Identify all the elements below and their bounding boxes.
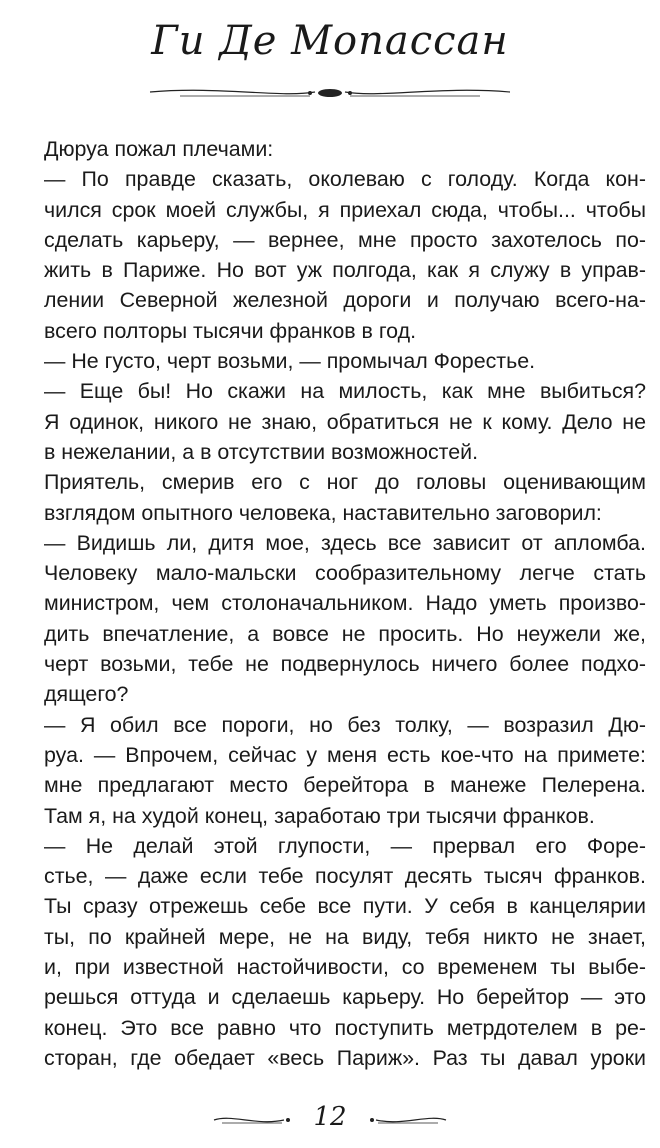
text-line: Человеку мало-мальски сообразительному легче стать	[44, 561, 646, 586]
text-line: Там я, на худой конец, заработаю три тысячи франков.	[44, 803, 595, 828]
text-line: — Я обил все пороги, но без толку, — возразил Дю-	[44, 712, 646, 737]
author-title: Ги Де Мопассан	[151, 18, 509, 64]
text-line: дить впечатление, а вовсе не просить. Но неужели же,	[44, 621, 646, 646]
footer-flourish-left-icon	[212, 1112, 292, 1128]
text-line: взглядом опытного человека, наставительно заговорил:	[44, 500, 602, 525]
text-line: стье, — даже если тебе посулят десять тысяч франков.	[44, 864, 646, 889]
text-line: жить в Париже. Но вот уж полгода, как я служу в управ-	[44, 258, 646, 283]
page-footer	[0, 1100, 660, 1140]
page-number: 12	[313, 1102, 347, 1132]
text-line: и, при известной настойчивости, со временем ты выбе-	[44, 955, 646, 980]
text-line: всего полторы тысячи франков в год.	[44, 318, 417, 343]
text-line: черт возьми, тебе не подвернулось ничего более подхо-	[44, 652, 646, 677]
text-line: Дюруа пожал плечами:	[44, 137, 274, 161]
text-line: — Не делай этой глупости, — прервал его Форе-	[44, 833, 646, 858]
text-line: чился срок моей службы, я приехал сюда, чтобы... чтобы	[44, 197, 646, 222]
footer-flourish-right-icon	[368, 1112, 448, 1128]
text-line: Ты сразу отрежешь себе все пути. У себя в канцелярии	[44, 894, 646, 919]
text-line: дящего?	[44, 682, 129, 707]
text-line: ты, по крайней мере, не на виду, тебя никто не знает,	[44, 924, 646, 949]
text-line: Я одинок, никого не знаю, обратиться не к кому. Дело не	[44, 409, 646, 434]
text-line: сторан, где обедает «весь Париж». Раз ты давал уроки	[44, 1045, 646, 1070]
text-line: мне предлагают место берейтора в манеже Пелерена.	[44, 773, 646, 798]
book-body-text	[44, 134, 646, 1073]
text-line: — Еще бы! Но скажи на милость, как мне выбиться?	[44, 379, 646, 404]
text-line: Приятель, смерив его с ног до головы оценивающим	[44, 470, 646, 495]
running-header	[0, 0, 660, 110]
text-line: сделать карьеру, — вернее, мне просто захотелось по-	[44, 227, 646, 252]
text-line: — Не густо, черт возьми, — промычал Форестье.	[44, 349, 536, 374]
text-line: — Видишь ли, дитя мое, здесь все зависит от апломба.	[44, 530, 646, 555]
text-line: — По правде сказать, околеваю с голоду. Когда кон-	[44, 167, 646, 192]
text-line: руа. — Впрочем, сейчас у меня есть кое-что на примете:	[44, 742, 646, 767]
text-line: министром, чем столоначальником. Надо уметь произво-	[44, 591, 646, 616]
text-line: конец. Это все равно что поступить метрдотелем в ре-	[44, 1015, 646, 1040]
text-line: решься оттуда и сделаешь карьеру. Но берейтор — это	[44, 985, 646, 1010]
text-line: лении Северной железной дороги и получаю всего-на-	[44, 288, 646, 313]
text-line: в нежелании, а в отсутствии возможностей.	[44, 439, 479, 464]
flourish-divider-icon	[140, 78, 520, 106]
